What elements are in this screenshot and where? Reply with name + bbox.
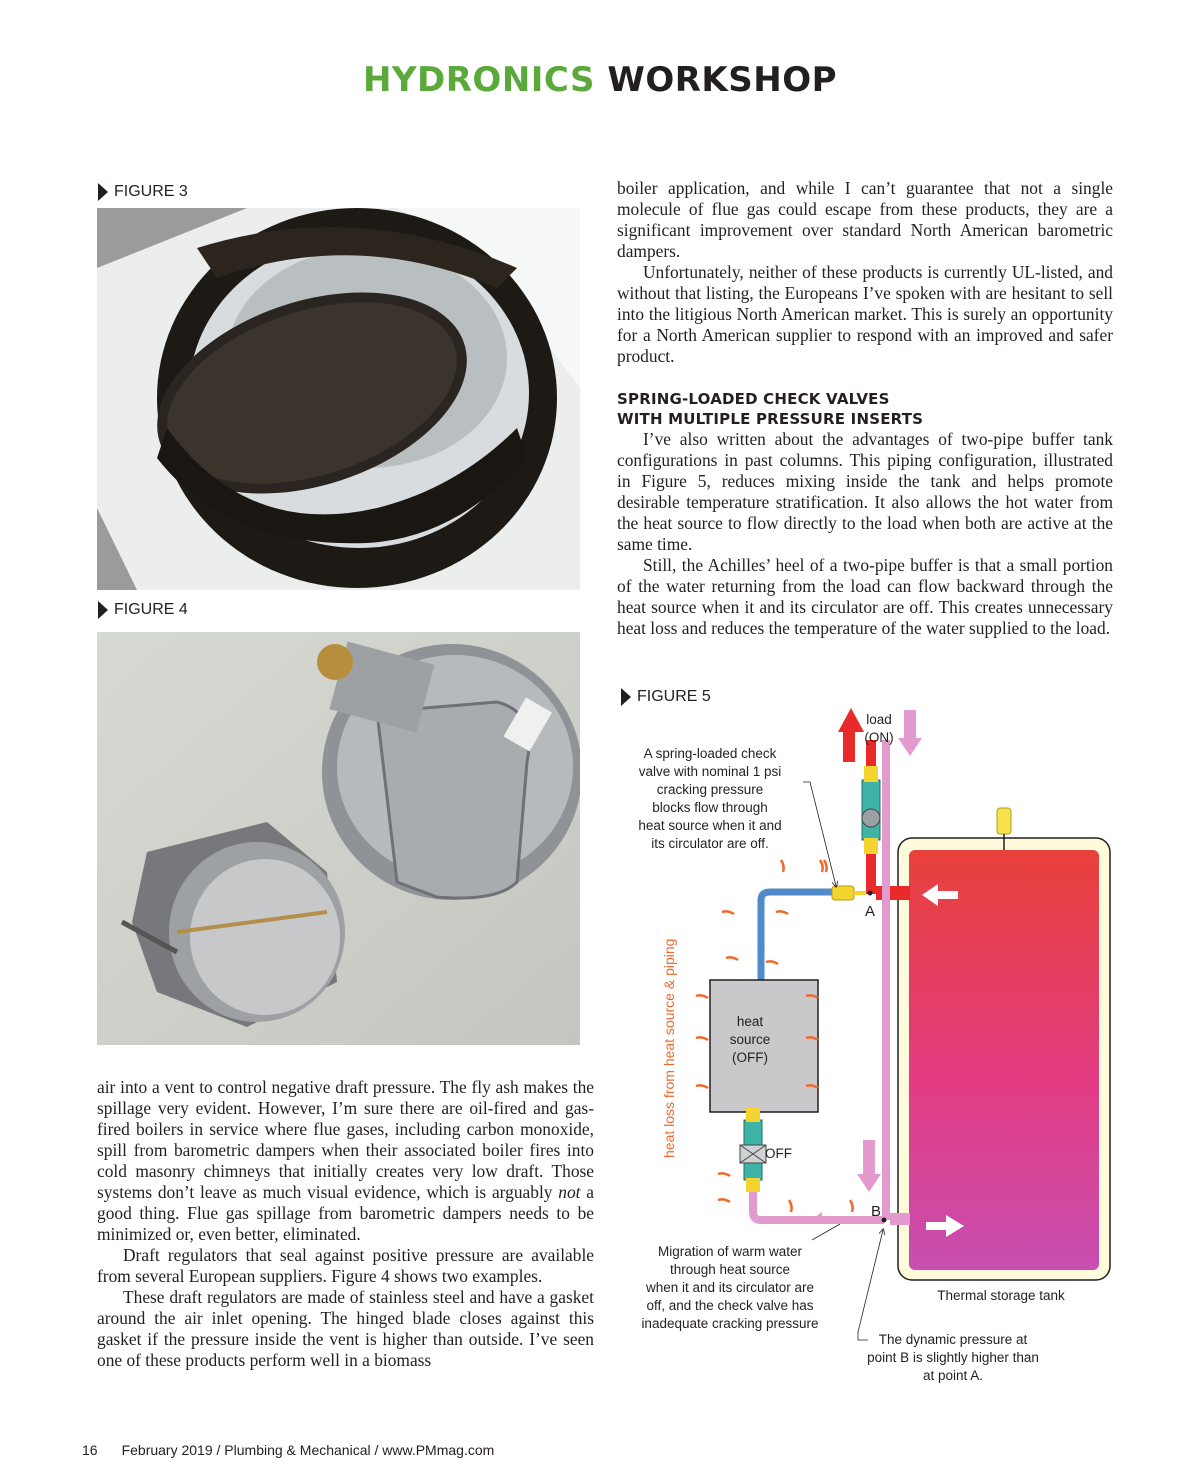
svg-text:valve with nominal 1 psi: valve with nominal 1 psi [638,764,782,779]
header-hydronics: HYDRONICS [362,60,595,100]
figure-3-label: FIGURE 3 [98,183,188,201]
figure-3-photo [97,208,580,590]
svg-text:cracking pressure: cracking pressure [656,782,764,797]
load-on-label: (ON) [864,730,894,745]
tank-label: Thermal storage tank [937,1288,1065,1303]
right-column [617,178,1113,639]
tank-arrow-top-icon [936,891,958,899]
point-b-label: B [870,1203,882,1220]
svg-text:heat source when it and: heat source when it and [638,818,782,833]
air-vent-icon [997,808,1011,834]
triangle-marker-icon [98,183,108,201]
right-paragraph-1: boiler application, and while I can’t guarantee that not a single molecule of flue gas could escape from these products, they are a significant improvement over standard North American barometric dampers. [617,178,1113,261]
return-down-arrow-icon [904,710,916,740]
left-paragraph-3: These draft regulators are made of stainless steel and have a gasket around the air inlet opening. The hinged blade closes against this gasket if the pressure inside the vent is higher than outside. I’ve seen one of these products perform well in a biomass [97,1287,594,1370]
svg-text:(OFF): (OFF) [732,1050,768,1065]
header-workshop: WORKSHOP [607,60,838,100]
right-paragraph-3: I’ve also written about the advantages of two-pipe buffer tank configurations in past columns. This piping configuration, illustrated in Figure 5, reduces mixing inside the tank and helps promote desirable temperature stratification. It also allows the hot water from the heat source to flow directly to the load when both are active at the same time. [617,429,1113,554]
tank-arrow-bottom-icon [926,1222,948,1230]
svg-text:source: source [729,1032,771,1047]
figure-4-photo [97,632,580,1045]
triangle-marker-icon [98,601,108,619]
heat-loss-side-label: heat loss from heat source & piping [661,938,677,1158]
svg-text:off, and the check valve has: off, and the check valve has [646,1298,814,1313]
point-b-dot [882,1218,887,1223]
svg-text:A spring-loaded check: A spring-loaded check [643,746,777,761]
subhead-line-1: SPRING-LOADED CHECK VALVES [617,390,890,408]
svg-text:inadequate cracking pressure: inadequate cracking pressure [641,1316,819,1331]
load-label: load [866,712,892,727]
figure-5-label: FIGURE 5 [621,688,711,706]
figure-5-diagram [600,700,1140,1400]
right-paragraph-2: Unfortunately, neither of these products is currently UL-listed, and without that listing, the Europeans I’ve spoken with are hesitant to sell into the litigious North American market. This is surely an opportunity for a North American supplier to respond with an improved and safer product. [617,262,1113,366]
point-a-label: A [864,903,876,920]
migration-note-leader [812,1224,840,1240]
dynamic-note-leader [858,1230,883,1340]
svg-text:heat: heat [736,1014,764,1029]
tank-fill [909,850,1099,1270]
point-a-dot [868,891,873,896]
svg-text:Migration of warm water: Migration of warm water [657,1244,803,1259]
dynamic-pressure-note [867,1332,1039,1383]
return-pipe [882,740,890,1220]
left-paragraph-1: air into a vent to control negative draft pressure. The fly ash makes the spillage very evident. However, I’m sure there are oil-fired and gas-fired boilers in service where flue gases, including carbon monoxide, spill from barometric dampers when their associated boiler fires into cold masonry chimneys that initially creates very low draft. Those systems don’t leave as much visual evidence, which is arguably not a good thing. Flue gas spillage from barometric dampers needs to be minimized or, even better, eliminated. [97,1077,594,1244]
footer-text: February 2019 / Plumbing & Mechanical / www.PMmag.com [121,1442,495,1458]
page-number: 16 [82,1442,98,1458]
footer [82,1442,494,1458]
blue-pipe [761,892,836,980]
svg-text:when it and its circulator are: when it and its circulator are [645,1280,815,1295]
mid-down-arrow-icon [863,1140,875,1176]
svg-text:blocks flow through: blocks flow through [652,800,768,815]
svg-text:point B is slightly higher tha: point B is slightly higher than [867,1350,1039,1365]
check-note-leader [803,782,836,886]
left-column [97,1077,594,1371]
check-valve-note [638,746,781,851]
section-header [0,60,1200,100]
subhead-line-2: WITH MULTIPLE PRESSURE INSERTS [617,410,924,428]
left-paragraph-2: Draft regulators that seal against positive pressure are available from several European suppliers. Figure 4 shows two examples. [97,1245,594,1286]
svg-text:through heat source: through heat source [669,1262,791,1277]
svg-text:at point A.: at point A. [922,1368,984,1383]
figure-4-label: FIGURE 4 [98,601,188,619]
svg-text:The dynamic pressure at: The dynamic pressure at [878,1332,1028,1347]
right-paragraph-4: Still, the Achilles’ heel of a two-pipe buffer is that a small portion of the water returning from the load can flow backward through the heat source when it and its circulator are off. This creates unnecessary heat loss and reduces the temperature of the water supplied to the load. [617,555,1113,638]
off-label: OFF [765,1146,792,1161]
check-valve-icon [832,886,854,900]
migration-note [641,1244,818,1331]
svg-text:its circulator are off.: its circulator are off. [651,836,769,851]
